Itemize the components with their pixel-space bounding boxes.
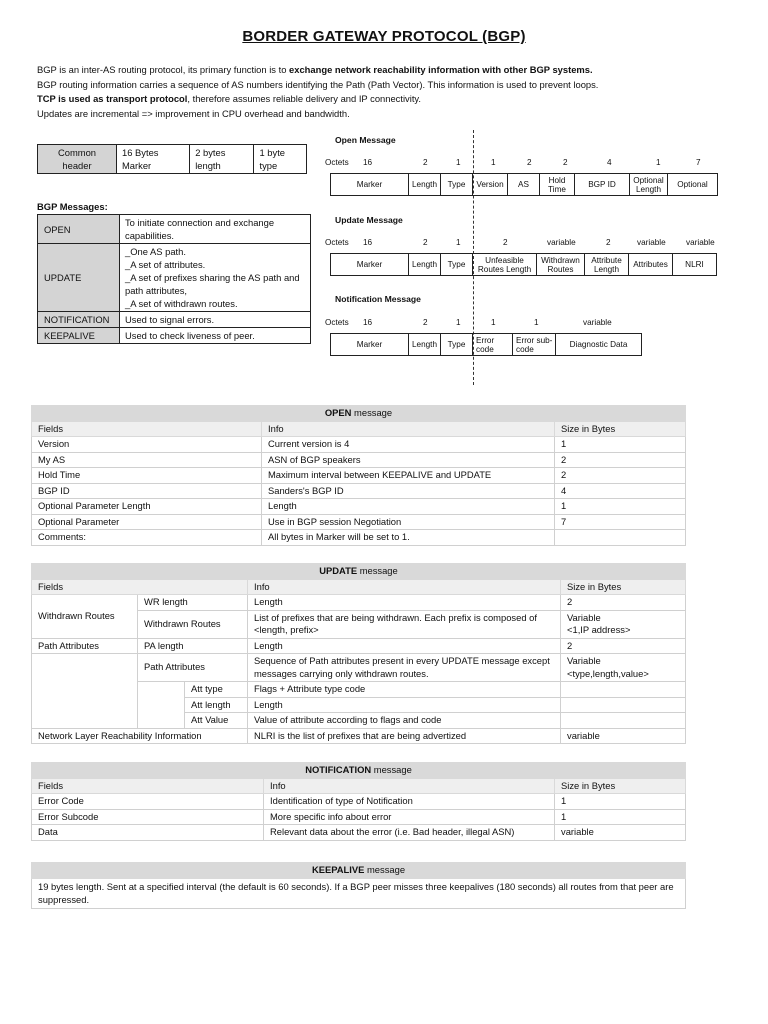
msg-name: OPEN [38, 215, 120, 244]
diagram-cell: Length [409, 333, 441, 356]
table-row: Data Relevant data about the error (i.e. Bad header, illegal ASN) variable [32, 825, 686, 841]
column-header: Info [262, 421, 555, 437]
common-header-cell: 1 byte type [254, 145, 307, 174]
table-row: Att length Length [32, 697, 686, 713]
table-row: 19 bytes length. Sent at a specified interval (the default is 60 seconds). If a BGP peer misses three keepalives (180 seconds) all routes from that peer are suppressed. [32, 878, 686, 908]
table-row: Optional Parameter Length Length 1 [32, 499, 686, 515]
table-row: Version Current version is 4 1 [32, 437, 686, 453]
open-diagram [330, 173, 718, 196]
msg-name: UPDATE [38, 244, 120, 312]
diagram-cell: Hold Time [540, 173, 575, 196]
intro-line-3: TCP is used as transport protocol, therefore assumes reliable delivery and IP connectivity. [37, 93, 422, 104]
column-header: Info [248, 579, 561, 595]
update-diagram [330, 253, 717, 276]
common-header-label: Common header [38, 145, 117, 174]
diagram-cell: Type [441, 173, 473, 196]
msg-name: KEEPALIVE [38, 328, 120, 344]
diagram-cell: AS [508, 173, 540, 196]
table-row: Path Attributes PA length Length 2 [32, 638, 686, 654]
msg-desc: Used to check liveness of peer. [120, 328, 311, 344]
common-header-cell: 16 Bytes Marker [117, 145, 190, 174]
update-diagram-label: Update Message [335, 215, 403, 225]
column-header: Info [264, 778, 555, 794]
open-diagram-label: Open Message [335, 135, 396, 145]
table-title: UPDATE message [32, 564, 686, 580]
diagram-cell: Diagnostic Data [556, 333, 642, 356]
open-octets-row: Octets 16 2 1 1 2 2 4 1 7 [325, 158, 701, 167]
intro-line-2: BGP routing information carries a sequence of AS numbers identifying the Path (Path Vector). This information is used to prevent loops. [37, 78, 599, 90]
page-title: BORDER GATEWAY PROTOCOL (BGP) [242, 28, 526, 45]
column-header: Fields [32, 579, 248, 595]
open-message-table [31, 405, 686, 546]
table-title: OPEN message [32, 406, 686, 422]
notification-diagram [330, 333, 642, 356]
diagram-cell: Optional Length [630, 173, 668, 196]
table-row: Path Attributes Sequence of Path attributes present in every UPDATE message except messages carrying only withdrawn routes. Variable <type,length,value> [32, 654, 686, 682]
notification-message-table [31, 762, 686, 841]
diagram-cell: NLRI [673, 253, 717, 276]
table-title: KEEPALIVE message [32, 863, 686, 879]
msg-name: NOTIFICATION [38, 312, 120, 328]
diagram-cell: Attribute Length [585, 253, 629, 276]
table-row: Withdrawn Routes List of prefixes that are being withdrawn. Each prefix is composed of <length, prefix> Variable <1,IP address> [32, 610, 686, 638]
diagram-cell: Withdrawn Routes [537, 253, 585, 276]
diagram-cell: Type [441, 333, 473, 356]
table-row: Error Code Identification of type of Notification 1 [32, 794, 686, 810]
intro-line-4: Updates are incremental => improvement in CPU overhead and bandwidth. [37, 107, 350, 119]
column-header: Size in Bytes [555, 778, 686, 794]
diagram-cell: Error code [473, 333, 513, 356]
keepalive-message-table [31, 862, 686, 909]
intro-paragraph [37, 63, 737, 121]
column-header: Fields [32, 778, 264, 794]
msg-desc: Used to signal errors. [120, 312, 311, 328]
diagram-cell: Error sub-code [513, 333, 556, 356]
diagram-cell: Marker [330, 253, 409, 276]
diagram-cell: Marker [330, 173, 409, 196]
bgp-messages-label: BGP Messages: [37, 201, 108, 212]
table-row: BGP ID Sanders's BGP ID 4 [32, 483, 686, 499]
column-header: Size in Bytes [555, 421, 686, 437]
diagram-cell: Attributes [629, 253, 673, 276]
table-row: Att Value Value of attribute according to flags and code [32, 713, 686, 729]
diagram-cell: Optional [668, 173, 718, 196]
diagram-cell: Unfeasible Routes Length [473, 253, 537, 276]
column-header: Size in Bytes [561, 579, 686, 595]
diagram-cell: Marker [330, 333, 409, 356]
table-row: Att type Flags + Attribute type code [32, 682, 686, 698]
diagram-cell: Type [441, 253, 473, 276]
column-header: Fields [32, 421, 262, 437]
msg-desc: To initiate connection and exchange capabilities. [120, 215, 311, 244]
notification-diagram-label: Notification Message [335, 294, 421, 304]
intro-line-1: BGP is an inter-AS routing protocol, its primary function is to exchange network reachability information with other BGP systems. [37, 64, 593, 75]
table-row: Optional Parameter Use in BGP session Negotiation 7 [32, 514, 686, 530]
update-octets-row: Octets 16 2 1 2 variable 2 variable variable [325, 238, 715, 247]
common-header-cell: 2 bytes length [190, 145, 254, 174]
table-row: Withdrawn Routes WR length Length 2 [32, 595, 686, 611]
table-row: My AS ASN of BGP speakers 2 [32, 452, 686, 468]
diagram-cell: Version [473, 173, 508, 196]
diagram-cell: Length [409, 173, 441, 196]
table-row: Error Subcode More specific info about error 1 [32, 809, 686, 825]
msg-desc: _One AS path. _A set of attributes. _A set of prefixes sharing the AS path and path attributes, _A set of withdrawn routes. [120, 244, 311, 312]
table-row: Comments: All bytes in Marker will be set to 1. [32, 530, 686, 546]
update-message-table [31, 563, 686, 744]
table-title: NOTIFICATION message [32, 763, 686, 779]
msg-row-update [38, 244, 311, 312]
diagram-cell: Length [409, 253, 441, 276]
diagram-cell: BGP ID [575, 173, 630, 196]
notification-octets-row: Octets 16 2 1 1 1 variable [325, 318, 612, 327]
table-row: Network Layer Reachability Information NLRI is the list of prefixes that are being advertized variable [32, 728, 686, 744]
table-row: Hold Time Maximum interval between KEEPALIVE and UPDATE 2 [32, 468, 686, 484]
